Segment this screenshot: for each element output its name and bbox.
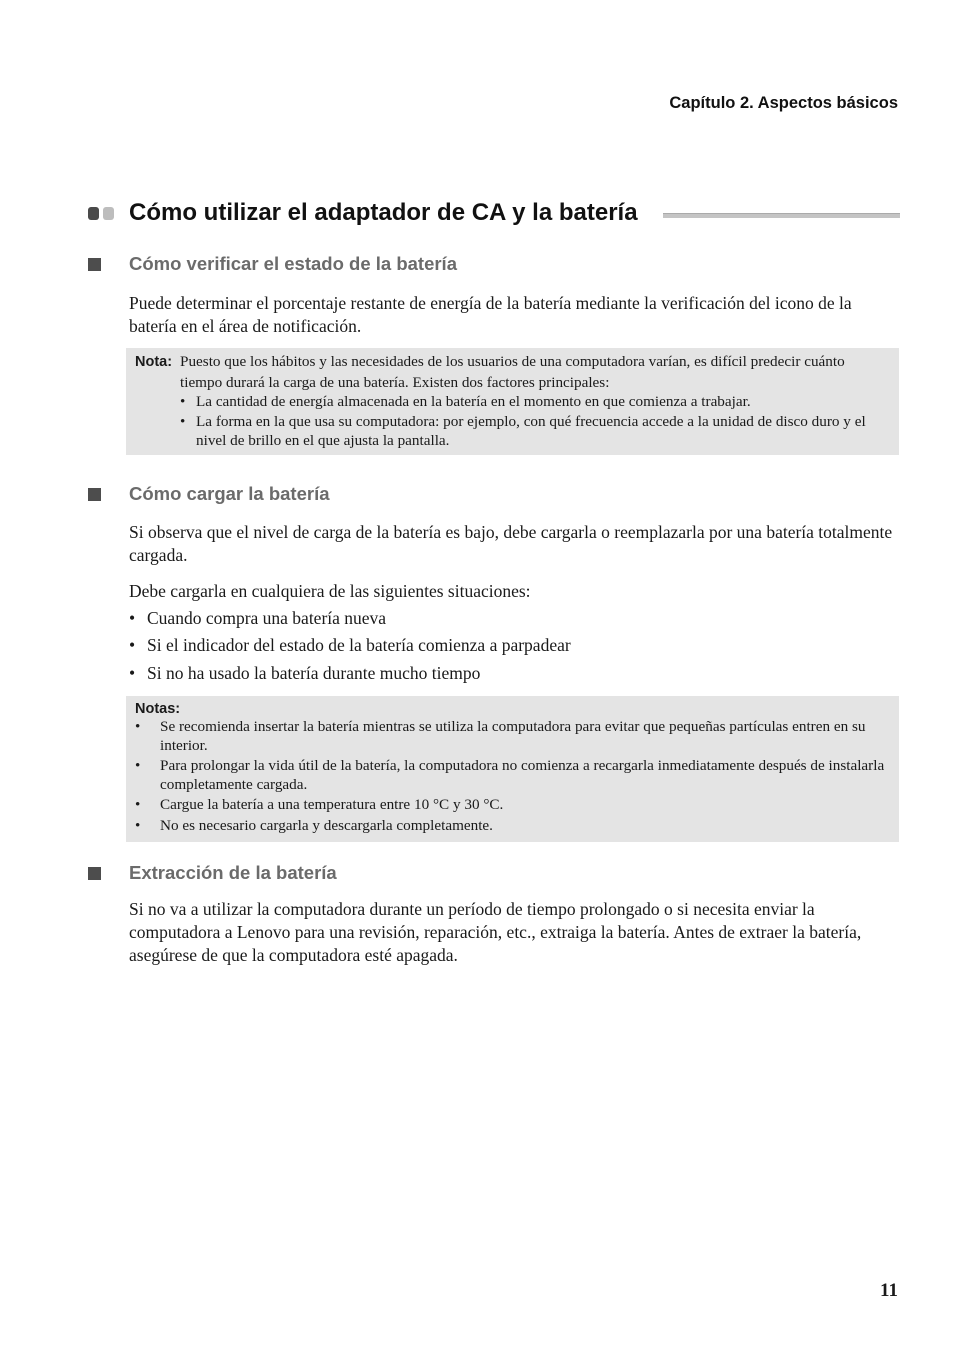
paragraph: Si observa que el nivel de carga de la batería es bajo, debe cargarla o reemplazarla por una batería totalmente cargada. (129, 522, 893, 565)
note-bullet: • Se recomienda insertar la batería mientras se utiliza la computadora para evitar que pequeñas partículas entren en su interior. (135, 718, 866, 754)
note-text: Puesto que los hábitos y las necesidades de los usuarios de una computadora varían, es difícil predecir cuánto tiempo durará la carga de una batería. Existen dos factores principales: (180, 353, 845, 391)
note-bullet: • Para prolongar la vida útil de la batería, la computadora no comienza a recargarla inmediatamente después de instalarla completamente cargada. (135, 757, 885, 793)
list-item: • Si no ha usado la batería durante mucho tiempo (129, 663, 481, 683)
square-bullet-icon (88, 488, 101, 501)
note-box (126, 348, 899, 455)
subheading: Cómo verificar el estado de la batería (129, 253, 457, 274)
square-bullet-icon (88, 258, 101, 271)
subheading: Cómo cargar la batería (129, 483, 330, 504)
notes-box (126, 696, 899, 842)
note-intro (135, 352, 889, 392)
title-bullet-icon (88, 207, 118, 225)
note-bullet: • No es necesario cargarla y descargarla completamente. (135, 816, 493, 834)
paragraph: Si no va a utilizar la computadora durante un período de tiempo prolongado o si necesita enviar la computadora a Lenovo para una revisión, reparación, etc., extraiga la batería. Antes de extraer la batería, asegúrese de que la computadora esté apagada. (129, 899, 862, 965)
note-label: Nota: (135, 354, 173, 370)
title-rule (663, 213, 900, 218)
square-bullet-icon (88, 867, 101, 880)
note-bullet: • La forma en la que usa su computadora: por ejemplo, con qué frecuencia accede a la unidad de disco duro y el nivel de brillo en el que ajusta la pantalla. (180, 412, 866, 449)
subheading: Extracción de la batería (129, 862, 337, 883)
chapter-header: Capítulo 2. Aspectos básicos (669, 94, 898, 112)
note-bullet: • La cantidad de energía almacenada en la batería en el momento en que comienza a trabajar. (180, 393, 751, 410)
section-title-row (88, 199, 900, 229)
list-item: • Cuando compra una batería nueva (129, 608, 387, 628)
page-title: Cómo utilizar el adaptador de CA y la batería (129, 199, 638, 226)
page-number: 11 (880, 1280, 898, 1301)
paragraph: Puede determinar el porcentaje restante de energía de la batería mediante la verificación del icono de la batería en el área de notificación. (129, 293, 852, 336)
paragraph: Debe cargarla en cualquiera de las siguientes situaciones: (129, 581, 531, 601)
notes-label: Notas: (135, 701, 181, 717)
note-bullet: • Cargue la batería a una temperatura entre 10 °C y 30 °C. (135, 796, 504, 813)
list-item: • Si el indicador del estado de la batería comienza a parpadear (129, 635, 571, 655)
